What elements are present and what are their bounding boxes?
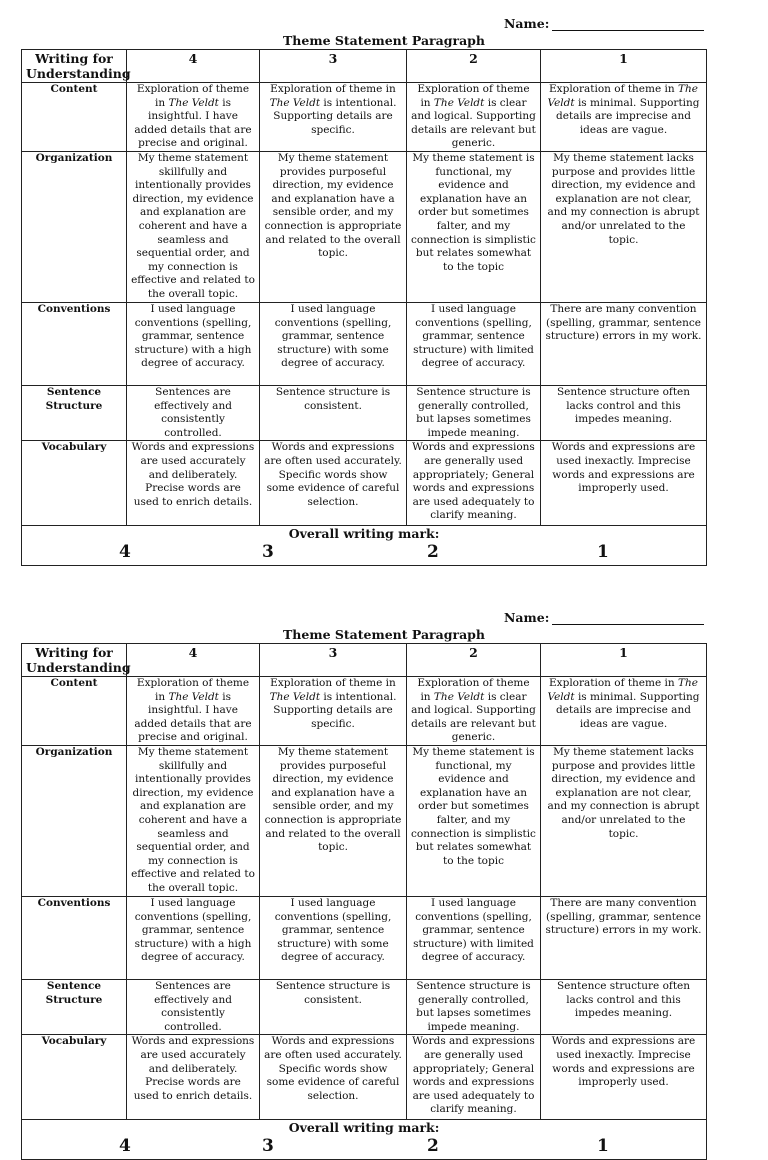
name-label: Name:	[504, 16, 550, 31]
criteria-label: Content	[22, 83, 127, 152]
rubric-table	[21, 643, 707, 1160]
descriptor-cell[interactable]: My theme statement skillfully and intentionally provides direction, my evidence and explanation are coherent and have a seamless and sequential order, and my connection is effective and related to the overall topic.	[127, 746, 260, 897]
overall-mark-option[interactable]: 1	[597, 542, 609, 563]
descriptor-cell[interactable]: My theme statement lacks purpose and provides little direction, my evidence and explanation are not clear, and my connection is abrupt and/or unrelated to the topic.	[541, 746, 707, 897]
criteria-label: Organization	[22, 746, 127, 897]
category-header: Writing for Understanding	[22, 644, 127, 677]
overall-cell	[22, 1120, 707, 1160]
descriptor-cell[interactable]: My theme statement lacks purpose and provides little direction, my evidence and explanation are not clear, and my connection is abrupt and/or unrelated to the topic.	[541, 152, 707, 303]
descriptor-cell[interactable]: I used language conventions (spelling, grammar, sentence structure) with limited degree of accuracy.	[407, 303, 541, 386]
descriptor-cell[interactable]: My theme statement skillfully and intentionally provides direction, my evidence and explanation are coherent and have a seamless and sequential order, and my connection is effective and related to the overall topic.	[127, 152, 260, 303]
overall-cell	[22, 526, 707, 566]
overall-mark-option[interactable]: 3	[262, 542, 274, 563]
descriptor-cell[interactable]: Exploration of theme in The Veldt is minimal. Supporting details are imprecise and ideas are vague.	[541, 677, 707, 746]
descriptor-cell[interactable]: Sentences are effectively and consistently controlled.	[127, 980, 260, 1035]
criteria-label: Sentence Structure	[22, 980, 127, 1035]
descriptor-cell[interactable]: Sentence structure is generally controlled, but lapses sometimes impede meaning.	[407, 980, 541, 1035]
name-label: Name:	[504, 610, 550, 625]
descriptor-cell[interactable]: Words and expressions are often used accurately. Specific words show some evidence of careful selection.	[260, 441, 407, 526]
descriptor-cell[interactable]: Sentence structure is consistent.	[260, 386, 407, 441]
rubric-table	[21, 49, 707, 566]
descriptor-cell[interactable]: There are many convention (spelling, grammar, sentence structure) errors in my work.	[541, 303, 707, 386]
overall-mark-option[interactable]: 2	[427, 542, 439, 563]
descriptor-cell[interactable]: Exploration of theme in The Veldt is insightful. I have added details that are precise and original.	[127, 83, 260, 152]
criteria-row	[22, 441, 707, 526]
criteria-row	[22, 386, 707, 441]
descriptor-cell[interactable]: My theme statement is functional, my evidence and explanation have an order but sometimes falter, and my connection is simplistic but relates somewhat to the topic	[407, 152, 541, 303]
criteria-label: Conventions	[22, 897, 127, 980]
descriptor-cell[interactable]: Words and expressions are generally used appropriately; General words and expressions are used adequately to clarify meaning.	[407, 441, 541, 526]
overall-mark-option[interactable]: 4	[119, 542, 131, 563]
overall-row	[22, 526, 707, 566]
header-row	[22, 644, 707, 677]
overall-mark-option[interactable]: 3	[262, 1136, 274, 1157]
overall-label: Overall writing mark:	[288, 526, 440, 542]
criteria-row	[22, 1035, 707, 1120]
level-header: 3	[260, 50, 407, 83]
descriptor-cell[interactable]: I used language conventions (spelling, grammar, sentence structure) with a high degree of accuracy.	[127, 303, 260, 386]
descriptor-cell[interactable]: I used language conventions (spelling, grammar, sentence structure) with some degree of accuracy.	[260, 897, 407, 980]
descriptor-cell[interactable]: Words and expressions are often used accurately. Specific words show some evidence of careful selection.	[260, 1035, 407, 1120]
criteria-row	[22, 83, 707, 152]
descriptor-cell[interactable]: Exploration of theme in The Veldt is insightful. I have added details that are precise and original.	[127, 677, 260, 746]
level-header: 3	[260, 644, 407, 677]
descriptor-cell[interactable]: Words and expressions are used inexactly. Imprecise words and expressions are improperly used.	[541, 1035, 707, 1120]
criteria-label: Vocabulary	[22, 1035, 127, 1120]
descriptor-cell[interactable]: My theme statement is functional, my evidence and explanation have an order but sometimes falter, and my connection is simplistic but relates somewhat to the topic	[407, 746, 541, 897]
level-header: 4	[127, 50, 260, 83]
descriptor-cell[interactable]: My theme statement provides purposeful direction, my evidence and explanation have a sensible order, and my connection is appropriate and related to the overall topic.	[260, 152, 407, 303]
level-header: 1	[541, 644, 707, 677]
name-blank[interactable]	[552, 612, 704, 625]
overall-mark-option[interactable]: 1	[597, 1136, 609, 1157]
descriptor-cell[interactable]: Words and expressions are used inexactly. Imprecise words and expressions are improperly used.	[541, 441, 707, 526]
rubric-sheet	[0, 0, 768, 564]
level-header: 2	[407, 644, 541, 677]
descriptor-cell[interactable]: I used language conventions (spelling, grammar, sentence structure) with some degree of accuracy.	[260, 303, 407, 386]
descriptor-cell[interactable]: Words and expressions are generally used appropriately; General words and expressions are used adequately to clarify meaning.	[407, 1035, 541, 1120]
name-field[interactable]	[504, 610, 704, 625]
level-header: 2	[407, 50, 541, 83]
criteria-label: Organization	[22, 152, 127, 303]
descriptor-cell[interactable]: Exploration of theme in The Veldt is intentional. Supporting details are specific.	[260, 83, 407, 152]
criteria-label: Sentence Structure	[22, 386, 127, 441]
descriptor-cell[interactable]: Sentence structure often lacks control and this impedes meaning.	[541, 980, 707, 1035]
category-header: Writing for Understanding	[22, 50, 127, 83]
descriptor-cell[interactable]: I used language conventions (spelling, grammar, sentence structure) with limited degree of accuracy.	[407, 897, 541, 980]
level-header: 1	[541, 50, 707, 83]
descriptor-cell[interactable]: Exploration of theme in The Veldt is clear and logical. Supporting details are relevant but generic.	[407, 83, 541, 152]
criteria-row	[22, 746, 707, 897]
criteria-row	[22, 677, 707, 746]
name-field[interactable]	[504, 16, 704, 31]
overall-mark-option[interactable]: 2	[427, 1136, 439, 1157]
descriptor-cell[interactable]: Exploration of theme in The Veldt is minimal. Supporting details are imprecise and ideas are vague.	[541, 83, 707, 152]
criteria-label: Vocabulary	[22, 441, 127, 526]
rubric-sheet	[0, 594, 768, 1157]
name-blank[interactable]	[552, 18, 704, 31]
rubric-title: Theme Statement Paragraph	[283, 33, 485, 48]
descriptor-cell[interactable]: I used language conventions (spelling, grammar, sentence structure) with a high degree of accuracy.	[127, 897, 260, 980]
criteria-label: Content	[22, 677, 127, 746]
descriptor-cell[interactable]: Sentence structure is consistent.	[260, 980, 407, 1035]
descriptor-cell[interactable]: Sentence structure often lacks control and this impedes meaning.	[541, 386, 707, 441]
overall-marks	[22, 1135, 706, 1159]
descriptor-cell[interactable]: My theme statement provides purposeful direction, my evidence and explanation have a sensible order, and my connection is appropriate and related to the overall topic.	[260, 746, 407, 897]
descriptor-cell[interactable]: Exploration of theme in The Veldt is clear and logical. Supporting details are relevant but generic.	[407, 677, 541, 746]
rubric-title: Theme Statement Paragraph	[283, 627, 485, 642]
descriptor-cell[interactable]: Words and expressions are used accurately and deliberately. Precise words are used to enrich details.	[127, 441, 260, 526]
descriptor-cell[interactable]: There are many convention (spelling, grammar, sentence structure) errors in my work.	[541, 897, 707, 980]
descriptor-cell[interactable]: Exploration of theme in The Veldt is intentional. Supporting details are specific.	[260, 677, 407, 746]
header-row	[22, 50, 707, 83]
descriptor-cell[interactable]: Words and expressions are used accurately and deliberately. Precise words are used to enrich details.	[127, 1035, 260, 1120]
overall-label: Overall writing mark:	[288, 1120, 440, 1136]
criteria-row	[22, 303, 707, 386]
overall-row	[22, 1120, 707, 1160]
overall-marks	[22, 541, 706, 565]
level-header: 4	[127, 644, 260, 677]
descriptor-cell[interactable]: Sentences are effectively and consistently controlled.	[127, 386, 260, 441]
criteria-label: Conventions	[22, 303, 127, 386]
criteria-row	[22, 897, 707, 980]
overall-mark-option[interactable]: 4	[119, 1136, 131, 1157]
criteria-row	[22, 980, 707, 1035]
descriptor-cell[interactable]: Sentence structure is generally controlled, but lapses sometimes impede meaning.	[407, 386, 541, 441]
criteria-row	[22, 152, 707, 303]
